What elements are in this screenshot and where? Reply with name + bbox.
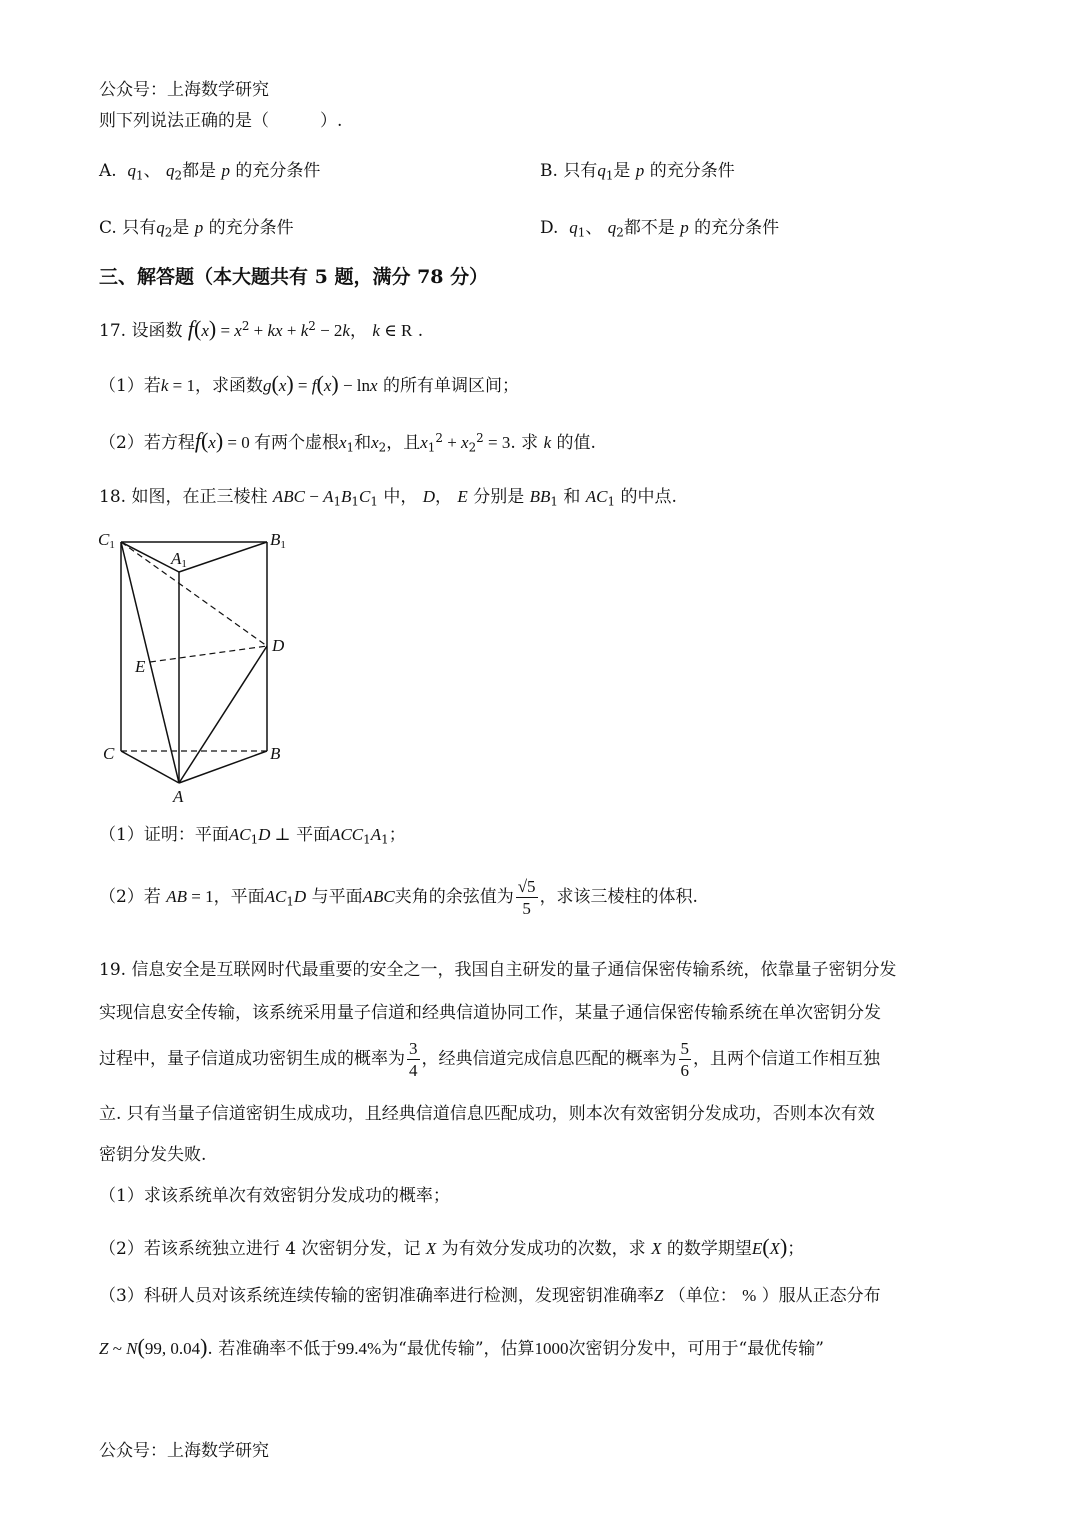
q16-option-d: D. $q_1$、 $q_2$都不是 p 的充分条件: [540, 218, 780, 240]
section-title: 三、解答题（本大题共有 5 题，满分 78 分）: [99, 266, 489, 288]
q19-line4: 立. 只有当量子信道密钥生成成功，且经典信道信息匹配成功，则本次有效密钥分发成功，否则本次有效: [99, 1104, 875, 1124]
q19-line1: 19. 信息安全是互联网时代最重要的安全之一，我国自主研发的量子通信保密传输系统，依靠量子密钥分发: [99, 960, 897, 980]
label-e: E: [135, 657, 146, 676]
label-a: A: [173, 787, 184, 806]
q19-part3: （3）科研人员对该系统连续传输的密钥准确率进行检测，发现密钥准确率Z （单位： % ）服从正态分布: [99, 1286, 881, 1306]
q17-part1: （1）若k = 1，求函数g(x) = f(x) − lnx 的所有单调区间；: [99, 371, 519, 396]
q17-stem: 17. 设函数 $f(x) = x^2$ + kx + $k^2 - 2k$， k ∈ R .: [99, 316, 424, 341]
label-c1: C1: [98, 530, 115, 551]
q16-option-a: A. $q_1$、 $q_2$都是 p 的充分条件: [99, 161, 321, 183]
q19-part2: （2）若该系统独立进行 4 次密钥分发，记 X 为有效分发成功的次数，求 X 的数学期望E(X)；: [99, 1234, 805, 1259]
q17-part2: （2）若方程f(x) = 0 有两个虚根$x_1$和$x_2$，且$x_1^2 + x_2^2 = 3$. 求 k 的值.: [99, 428, 596, 455]
q18-stem: 18. 如图，在正三棱柱 ABC − $A_1B_1C_1$ 中， D， E 分别是 $BB_1$ 和 $AC_1$ 的中点.: [99, 487, 677, 509]
label-b1: B1: [270, 530, 286, 551]
prism-figure: [95, 528, 295, 808]
label-d: D: [272, 636, 285, 655]
header-watermark: 公众号：上海数学研究: [99, 80, 269, 100]
label-a1: A1: [171, 549, 187, 570]
q19-part1: （1）求该系统单次有效密钥分发成功的概率；: [99, 1186, 450, 1206]
q16-option-c: C. 只有$q_2$是 p 的充分条件: [99, 218, 294, 240]
label-b: B: [270, 744, 281, 763]
footer-watermark: 公众号：上海数学研究: [99, 1441, 269, 1461]
q19-line2: 实现信息安全传输，该系统采用量子信道和经典信道协同工作，某量子通信保密传输系统在单次密钥分发: [99, 1003, 881, 1023]
label-c: C: [103, 744, 115, 763]
q16-option-b: B. 只有$q_1$是 p 的充分条件: [540, 161, 735, 183]
q18-part2: （2）若 AB = 1，平面$AC_1D$ 与平面ABC夹角的余弦值为 $\frac{√5}{5}$ ，求该三棱柱的体积.: [99, 877, 698, 918]
q19-line3: 过程中，量子信道成功密钥生成的概率为 $\frac{3}{4}$ ，经典信道完成信息匹配的概率为 $\frac{5}{6}$ ，且两个信道工作相互独: [99, 1039, 880, 1080]
q18-part1: （1）证明：平面$AC_1D$ ⊥ 平面$ACC_1A_1$；: [99, 825, 406, 847]
q19-line5: 密钥分发失败.: [99, 1145, 207, 1165]
q19-part3-cont: Z ~ N(99, 0.04). 若准确率不低于99.4%为“最优传输”，估算1000次密钥分发中，可用于“最优传输”: [99, 1334, 824, 1359]
q16-stem: 则下列说法正确的是（ ）.: [99, 111, 343, 131]
